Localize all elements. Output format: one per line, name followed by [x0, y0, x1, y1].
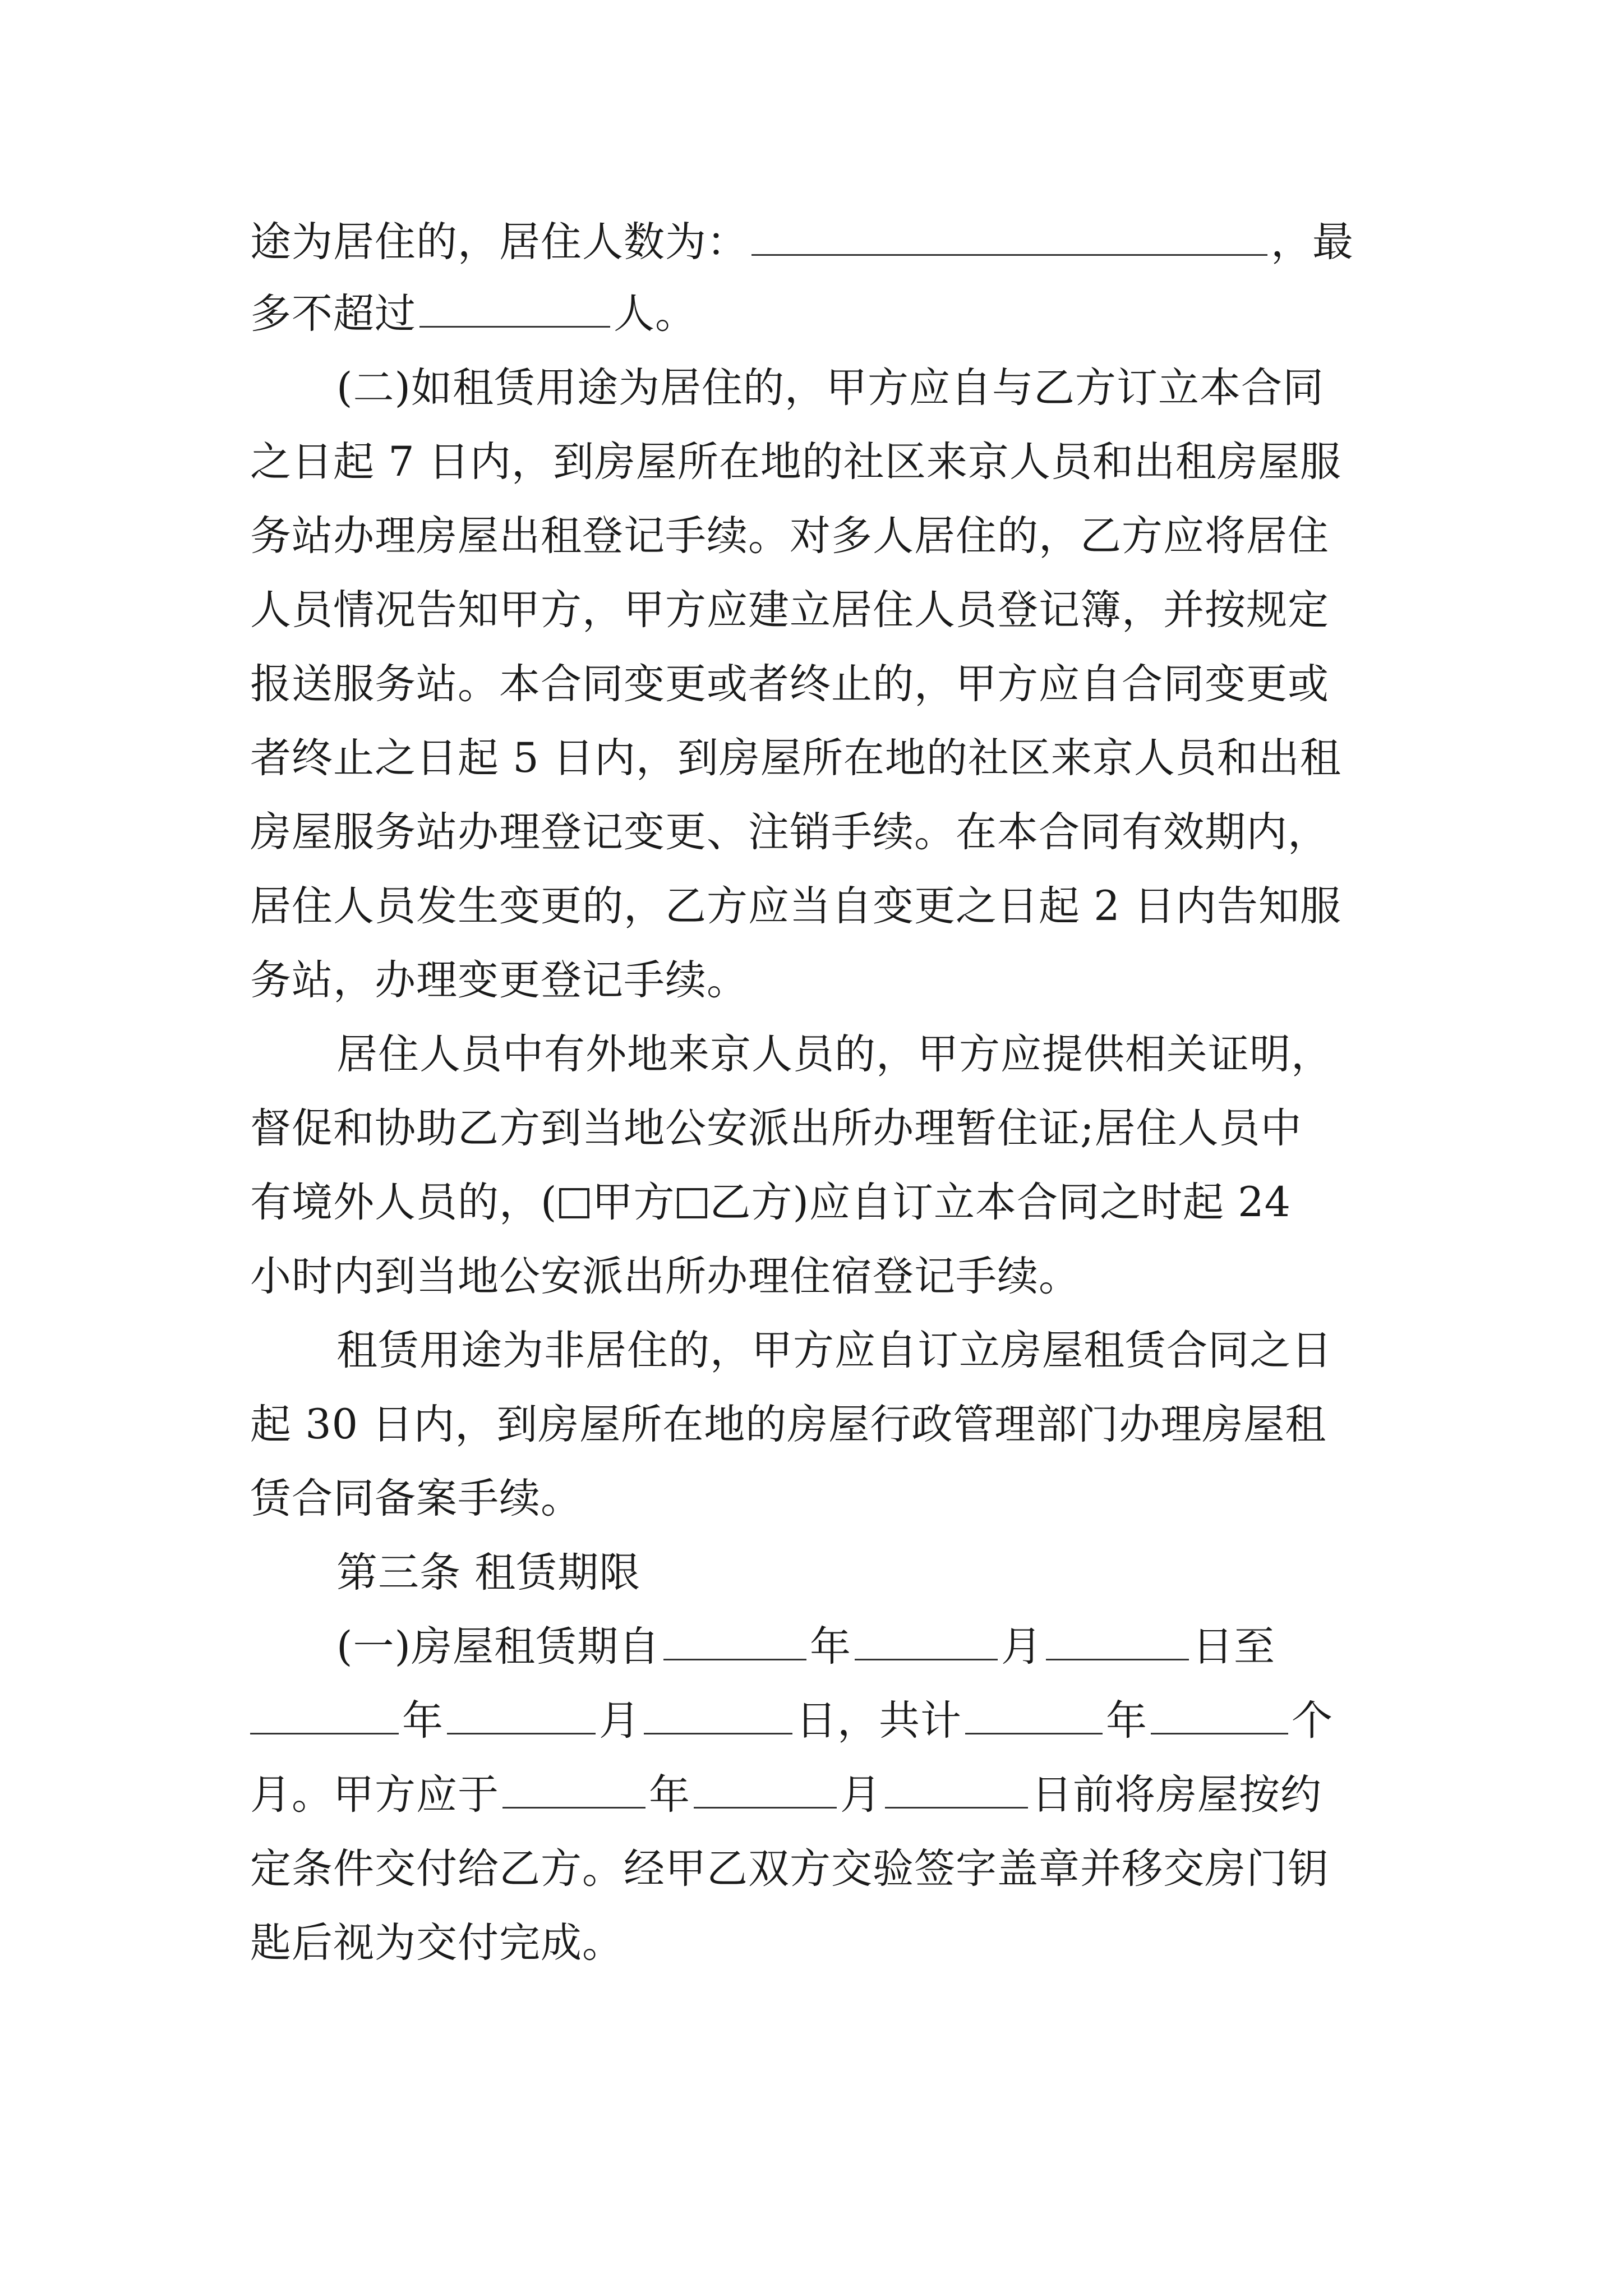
checkbox-party-a[interactable]	[559, 1188, 589, 1218]
checkbox-party-b[interactable]	[677, 1188, 707, 1218]
text-line: 务站办理房屋出租登记手续。对多人居住的，乙方应将居住	[250, 512, 1329, 560]
text-line	[250, 1693, 1333, 1749]
text-line	[250, 214, 1354, 270]
blank-field-residents	[751, 219, 1267, 256]
text-segment: 日，共计	[796, 1697, 962, 1745]
blank-field-max-residents	[419, 291, 610, 328]
text-segment: 乙方)应自订立本合同之时起 24	[709, 1179, 1292, 1226]
text-line: 人员情况告知甲方，甲方应建立居住人员登记簿，并按规定	[250, 586, 1329, 634]
text-segment: 年	[649, 1771, 690, 1819]
text-segment: 多不超过	[250, 290, 416, 338]
blank-field-start-month	[855, 1624, 998, 1660]
text-line	[250, 1175, 1291, 1231]
blank-field-delivery-year	[502, 1772, 645, 1809]
text-line: 赁合同备案手续。	[250, 1475, 582, 1522]
text-line	[250, 286, 697, 342]
text-line: 定条件交付给乙方。经甲乙双方交验签字盖章并移交房门钥	[250, 1845, 1329, 1893]
blank-field-delivery-month	[694, 1772, 837, 1809]
text-line: 居住人员发生变更的，乙方应当自变更之日起 2 日内告知服	[250, 882, 1341, 930]
text-segment: 日至	[1192, 1623, 1275, 1671]
text-segment: 有境外人员的，(	[250, 1179, 557, 1226]
text-line: 匙后视为交付完成。	[250, 1919, 624, 1967]
text-line: 居住人员中有外地来京人员的，甲方应提供相关证明，	[336, 1030, 1332, 1078]
text-segment: 年	[809, 1623, 851, 1671]
blank-field-end-day	[644, 1698, 792, 1734]
text-segment: 年	[1106, 1697, 1147, 1745]
text-line: 报送服务站。本合同变更或者终止的，甲方应自合同变更或	[250, 660, 1329, 708]
text-segment: 途为居住的，居住人数为：	[250, 218, 748, 266]
text-line: 督促和协助乙方到当地公安派出所办理暂住证;居住人员中	[250, 1105, 1302, 1152]
blank-field-end-year	[250, 1698, 399, 1734]
text-segment: 月。甲方应于	[250, 1771, 499, 1819]
text-segment: (一)房屋租赁期自	[336, 1623, 660, 1671]
section-heading: 第三条 租赁期限	[336, 1549, 641, 1596]
text-segment: 月	[599, 1697, 640, 1745]
blank-field-delivery-day	[885, 1772, 1028, 1809]
text-segment: ，最	[1271, 218, 1354, 266]
text-segment: 甲方	[592, 1179, 675, 1226]
blank-field-start-day	[1046, 1624, 1189, 1660]
blank-field-total-years	[965, 1698, 1103, 1734]
text-segment: 年	[402, 1697, 444, 1745]
text-line: 租赁用途为非居住的，甲方应自订立房屋租赁合同之日	[336, 1327, 1332, 1374]
text-line: 者终止之日起 5 日内，到房屋所在地的社区来京人员和出租	[250, 734, 1341, 782]
text-line: 务站，办理变更登记手续。	[250, 956, 748, 1004]
text-segment: 人。	[614, 290, 697, 338]
text-line: 之日起 7 日内，到房屋所在地的社区来京人员和出租房屋服	[250, 438, 1341, 486]
text-line	[336, 1619, 1275, 1675]
text-line: (二)如租赁用途为居住的，甲方应自与乙方订立本合同	[336, 364, 1324, 412]
text-segment: 月	[1000, 1623, 1043, 1671]
text-segment: 日前将房屋按约	[1031, 1771, 1322, 1819]
blank-field-start-year	[663, 1624, 806, 1660]
text-line: 房屋服务站办理登记变更、注销手续。在本合同有效期内，	[250, 808, 1329, 856]
blank-field-end-month	[447, 1698, 596, 1734]
text-line	[250, 1767, 1322, 1823]
text-line: 起 30 日内，到房屋所在地的房屋行政管理部门办理房屋租	[250, 1401, 1327, 1448]
text-segment: 月	[840, 1771, 882, 1819]
text-segment: 个	[1292, 1697, 1333, 1745]
text-line: 小时内到当地公安派出所办理住宿登记手续。	[250, 1253, 1080, 1300]
blank-field-total-months	[1151, 1698, 1288, 1734]
